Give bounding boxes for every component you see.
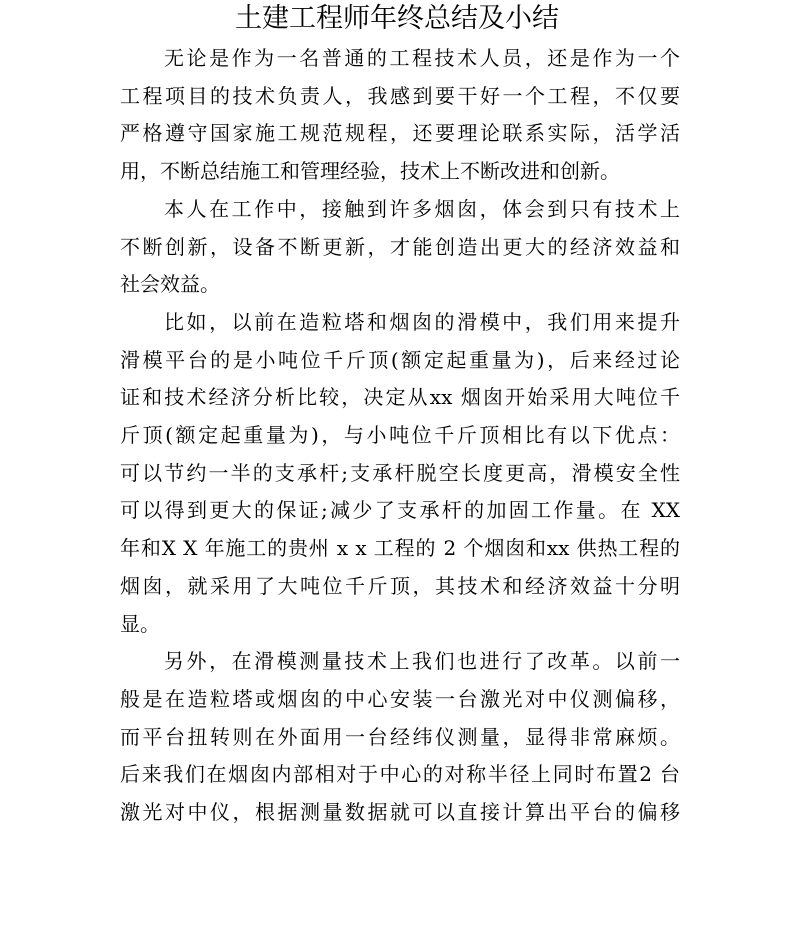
text-line: 无论是作为一名普通的工程技术人员，还是作为一个 <box>164 46 680 70</box>
text-line: 不断创新，设备不断更新，才能创造出更大的经济效益和 <box>120 234 680 259</box>
text-line: 另外，在滑模测量技术上我们也进行了改革。以前一 <box>164 649 680 674</box>
document-title: 土建工程师年终总结及小结 <box>235 3 559 34</box>
paragraph-2 <box>120 191 680 304</box>
text-line: 严格遵守国家施工规范规程，还要理论联系实际，活学活 <box>120 121 680 146</box>
text-line: 斤顶(额定起重量为)，与小吨位千斤顶相比有以下优点： <box>120 423 680 448</box>
text-line: 比如，以前在造粒塔和烟囱的滑模中，我们用来提升 <box>164 309 680 334</box>
text-line: 激光对中仪，根据测量数据就可以直接计算出平台的偏移 <box>120 800 680 825</box>
text-line: 工程项目的技术负责人，我感到要干好一个工程，不仅要 <box>120 83 680 108</box>
document-body <box>120 40 680 832</box>
text-line: 本人在工作中，接触到许多烟囱，体会到只有技术上 <box>164 196 680 221</box>
text-line: 显。 <box>120 611 160 636</box>
text-line: 烟囱，就采用了大吨位千斤顶，其技术和经济效益十分明 <box>120 573 680 598</box>
text-line: 而平台扭转则在外面用一台经纬仪测量，显得非常麻烦。 <box>120 724 680 749</box>
text-line: 滑模平台的是小吨位千斤顶(额定起重量为)，后来经过论 <box>120 347 680 372</box>
text-line: 可以节约一半的支承杆;支承杆脱空长度更高，滑模安全性 <box>120 460 680 485</box>
text-line: 后来我们在烟囱内部相对于中心的对称半径上同时布置2 台 <box>120 762 680 787</box>
paragraph-4 <box>120 643 680 832</box>
text-line: 社会效益。 <box>120 272 220 297</box>
text-line: 可以得到更大的保证;减少了支承杆的加固工作量。在 XX <box>120 498 680 523</box>
text-line: 用，不断总结施工和管理经验，技术上不断改进和创新。 <box>120 159 620 184</box>
text-line: 年和X X 年施工的贵州 x x 工程的 2 个烟囱和xx 供热工程的 <box>120 536 680 561</box>
text-line: 般是在造粒塔或烟囱的中心安装一台激光对中仪测偏移， <box>120 686 680 711</box>
paragraph-3 <box>120 304 680 643</box>
paragraph-1 <box>120 40 680 191</box>
text-line: 证和技术经济分析比较，决定从xx 烟囱开始采用大吨位千 <box>120 385 680 410</box>
